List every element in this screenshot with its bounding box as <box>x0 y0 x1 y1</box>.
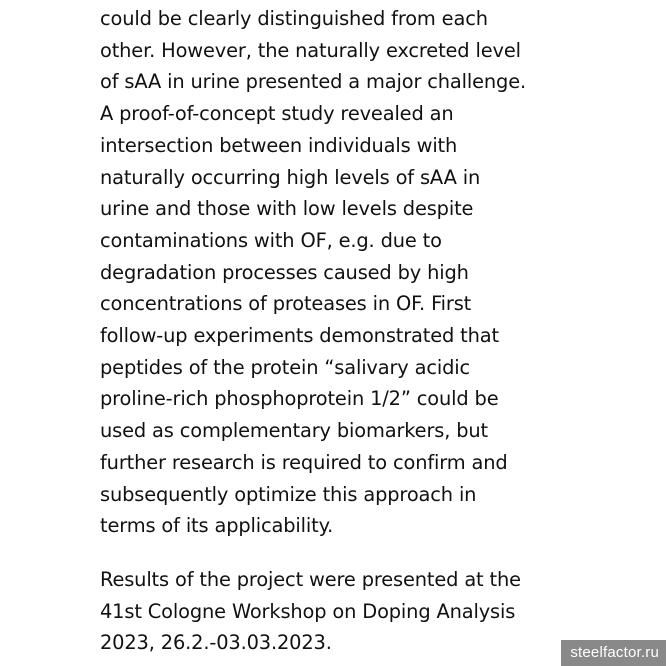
text-line: naturally occurring high levels of sAA in <box>100 165 481 189</box>
text-line: terms of its applicability. <box>100 514 334 538</box>
text-line: A proof-of-concept study revealed an <box>100 102 454 126</box>
text-line: subsequently optimize this approach in <box>100 482 477 506</box>
paragraph-spacer <box>100 542 550 564</box>
text-line: contaminations with OF, e.g. due to <box>100 228 442 252</box>
text-line: intersection between individuals with <box>100 133 458 157</box>
article-body <box>100 3 550 659</box>
text-line: follow-up experiments demonstrated that <box>100 324 499 348</box>
paragraph-findings <box>100 3 550 542</box>
text-line: urine and those with low levels despite <box>100 197 474 221</box>
text-line: peptides of the protein “salivary acidic <box>100 355 471 379</box>
text-line: other. However, the naturally excreted level <box>100 38 521 62</box>
text-line: used as complementary biomarkers, but <box>100 419 489 443</box>
text-line: degradation processes caused by high <box>100 260 469 284</box>
text-line: of sAA in urine presented a major challenge. <box>100 70 527 94</box>
paragraph-presentation <box>100 564 550 659</box>
text-line: could be clearly distinguished from each <box>100 7 488 30</box>
text-line: 41st Cologne Workshop on Doping Analysis <box>100 599 516 623</box>
text-line: Results of the project were presented at the <box>100 567 521 591</box>
text-line: further research is required to confirm and <box>100 450 508 474</box>
text-line: concentrations of proteases in OF. First <box>100 292 472 316</box>
text-line: 2023, 26.2.-03.03.2023. <box>100 631 332 655</box>
watermark-label: steelfactor.ru <box>561 640 666 666</box>
text-line: proline-rich phosphoprotein 1/2” could be <box>100 387 499 411</box>
